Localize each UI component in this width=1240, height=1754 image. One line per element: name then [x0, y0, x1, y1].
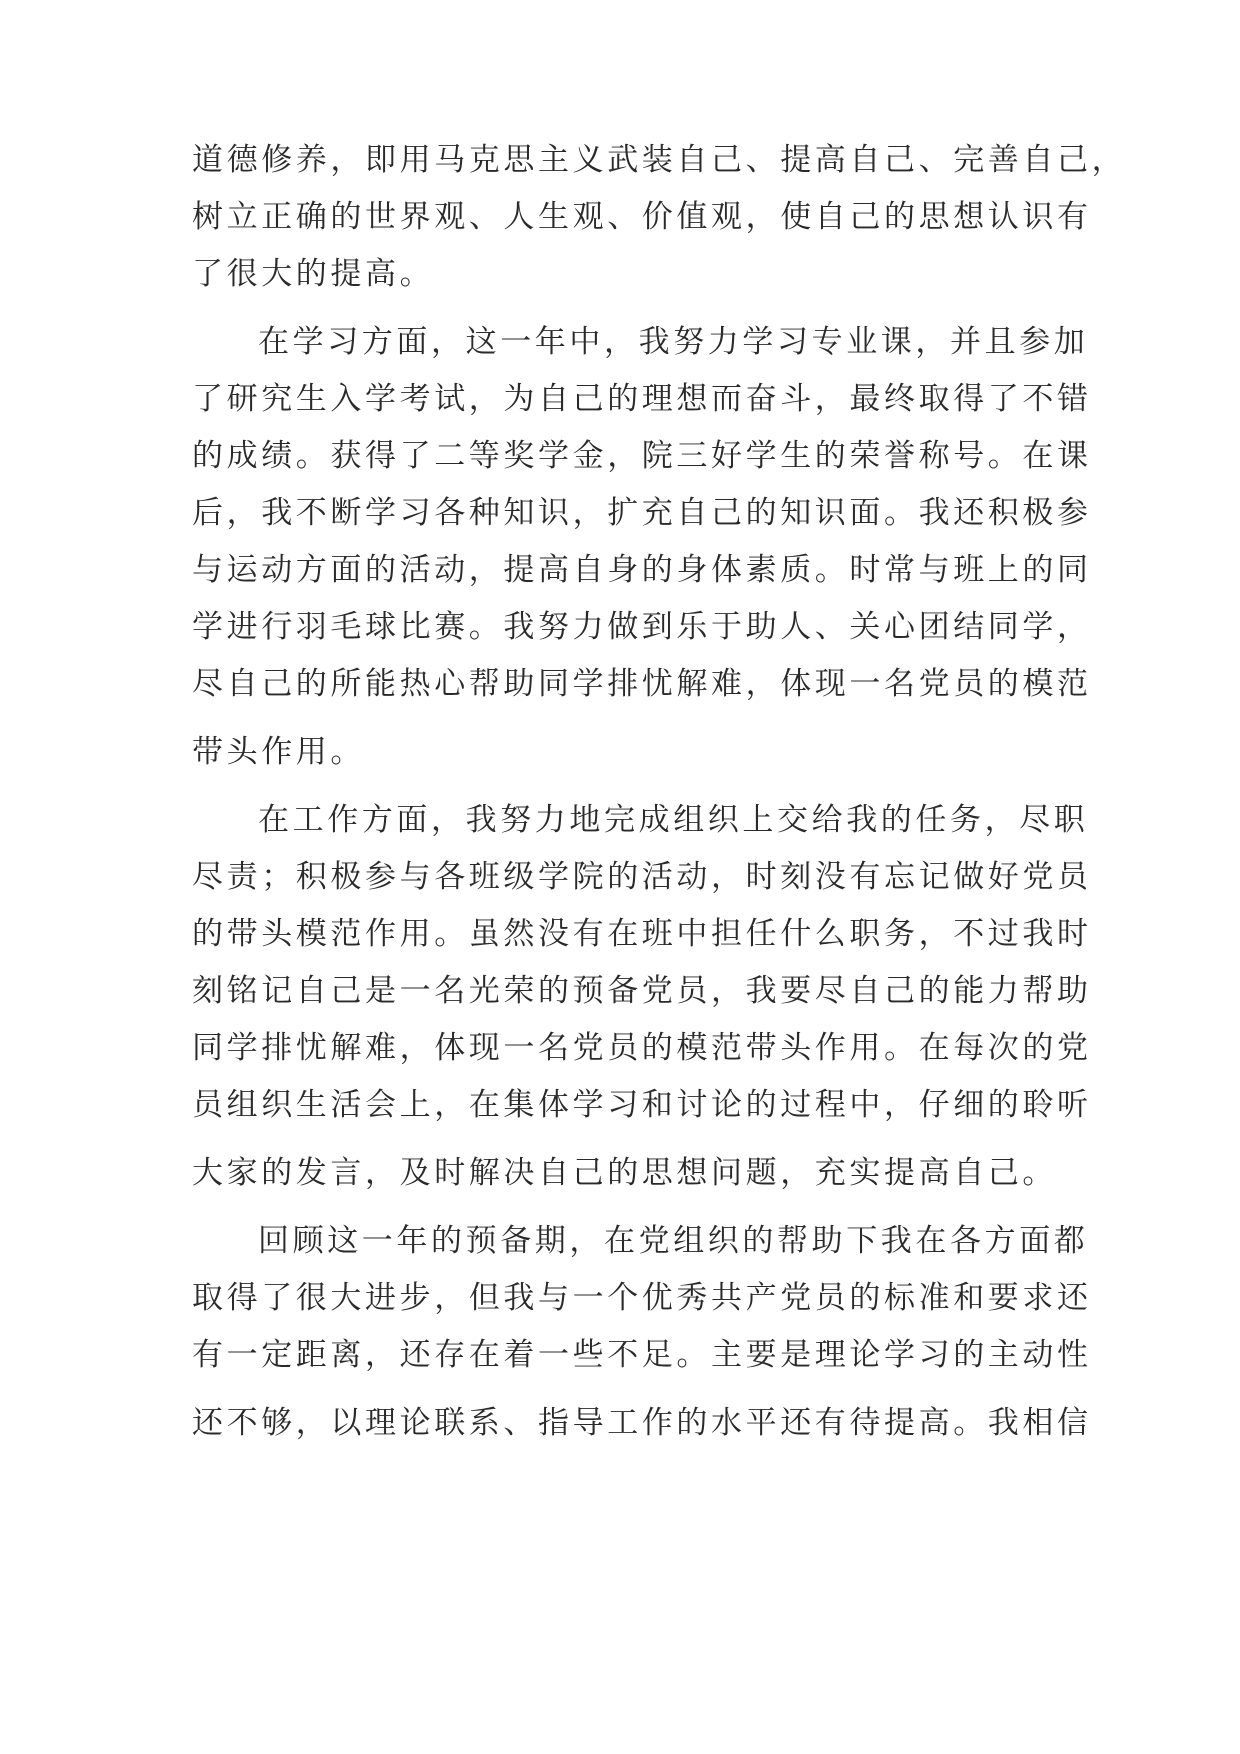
- text-line: 了研究生入学考试，为自己的理想而奋斗，最终取得了不错: [192, 381, 1092, 417]
- text-line: 道德修养，即用马克思主义武装自己、提高自己、完善自己，: [192, 142, 1127, 178]
- text-line: 取得了很大进步，但我与一个优秀共产党员的标准和要求还: [192, 1280, 1092, 1316]
- text-line: 后，我不断学习各种知识，扩充自己的知识面。我还积极参: [192, 495, 1092, 531]
- text-line: 学进行羽毛球比赛。我努力做到乐于助人、关心团结同学，: [192, 609, 1092, 645]
- paragraph-first-line: 回顾这一年的预备期，在党组织的帮助下我在各方面都: [258, 1223, 1089, 1259]
- text-line: 同学排忧解难，体现一名党员的模范带头作用。在每次的党: [192, 1030, 1092, 1066]
- text-line: 尽自己的所能热心帮助同学排忧解难，体现一名党员的模范: [192, 666, 1092, 702]
- text-line: 还不够，以理论联系、指导工作的水平还有待提高。我相信: [192, 1405, 1092, 1441]
- text-line: 员组织生活会上，在集体学习和讨论的过程中，仔细的聆听: [192, 1087, 1092, 1123]
- text-line: 有一定距离，还存在着一些不足。主要是理论学习的主动性: [192, 1337, 1092, 1373]
- text-line: 的成绩。获得了二等奖学金，院三好学生的荣誉称号。在课: [192, 438, 1092, 474]
- paragraph-first-line: 在工作方面，我努力地完成组织上交给我的任务，尽职: [258, 802, 1089, 838]
- text-line: 了很大的提高。: [192, 256, 435, 292]
- text-line: 刻铭记自己是一名光荣的预备党员，我要尽自己的能力帮助: [192, 973, 1092, 1009]
- text-line: 带头作用。: [192, 734, 365, 770]
- text-line: 与运动方面的活动，提高自身的身体素质。时常与班上的同: [192, 552, 1092, 588]
- paragraph-first-line: 在学习方面，这一年中，我努力学习专业课，并且参加: [258, 324, 1089, 360]
- text-line: 尽责；积极参与各班级学院的活动，时刻没有忘记做好党员: [192, 859, 1092, 895]
- text-line: 树立正确的世界观、人生观、价值观，使自己的思想认识有: [192, 199, 1092, 235]
- text-line: 的带头模范作用。虽然没有在班中担任什么职务，不过我时: [192, 916, 1092, 952]
- text-line: 大家的发言，及时解决自己的思想问题，充实提高自己。: [192, 1155, 1057, 1191]
